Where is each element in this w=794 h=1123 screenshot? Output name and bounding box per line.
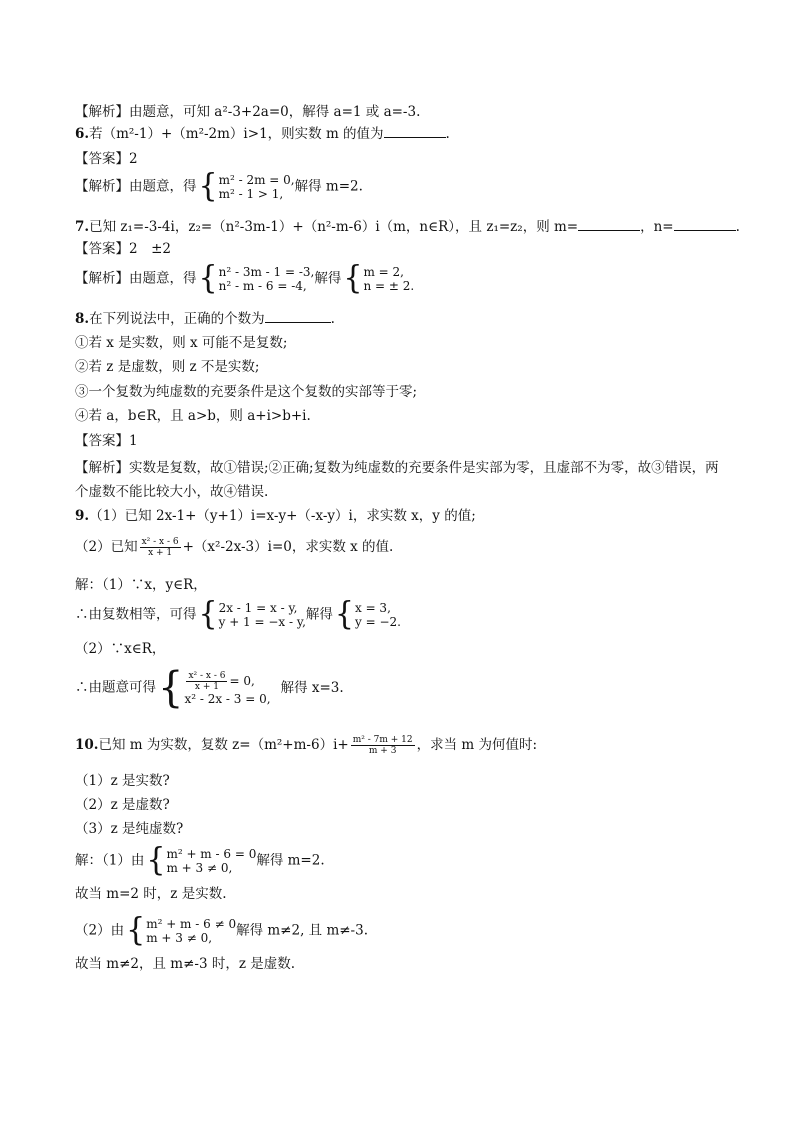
equation-system: { n² - 3m - 1 = -3, n² - m - 6 = -4, [198, 260, 315, 297]
solution-10-step-3 [75, 912, 368, 949]
answer-blank [384, 125, 446, 138]
statement-4: ④若 a，b∈R，且 a>b，则 a+i>b+i. [75, 408, 311, 424]
question-number: 6. [75, 126, 90, 142]
analysis-prefix: 【解析】由题意，得 [75, 270, 197, 287]
solution-10-step-4: 故当 m≠2，且 m≠-3 时，z 是虚数. [75, 956, 296, 972]
question-number: 7. [75, 219, 90, 235]
solution-prefix: 解：（1）由 [75, 852, 145, 869]
question-text-mid: ，n= [640, 219, 674, 235]
question-9-part-1 [75, 507, 476, 525]
analysis-7 [75, 260, 415, 297]
denominator: x + 1 [194, 681, 219, 692]
question-text: （1）已知 2x-1+（y+1）i=x-y+（-x-y）i，求实数 x，y 的值; [89, 508, 476, 524]
system-row: m + 3 ≠ 0, [166, 861, 233, 875]
answer-blank [674, 218, 736, 231]
system-row: m² - 2m = 0, [218, 173, 295, 187]
equation-system: { 2x - 1 = x - y, y + 1 = −x - y, [198, 596, 306, 633]
answer-blank [578, 218, 640, 231]
solution-9-step-3: （2）∵x∈R， [75, 641, 166, 657]
question-10 [75, 735, 537, 756]
analysis-8: 【解析】实数是复数，故①错误;②正确;复数为纯虚数的充要条件是实部为零，且虚部不为零，故③错误，两个虚数不能比较大小，故④错误. [75, 460, 719, 500]
analysis-6 [75, 168, 363, 205]
statement-2: ②若 z 是虚数，则 z 不是实数; [75, 359, 260, 375]
question-10-part-3: （3）z 是纯虚数? [75, 821, 184, 837]
equation-system: { m² + m - 6 ≠ 0 m + 3 ≠ 0, [126, 912, 237, 949]
system-row: y + 1 = −x - y, [218, 615, 306, 629]
system-row: n = ± 2. [363, 279, 415, 293]
denominator: m + 3 [368, 746, 397, 756]
solution-9-step-2 [75, 596, 401, 633]
solution-result: 解得 m≠2, 且 m≠-3. [236, 922, 368, 939]
system-row: y = −2. [354, 615, 401, 629]
question-10-part-1: （1）z 是实数? [75, 773, 170, 789]
solution-9-step-4 [75, 663, 344, 713]
solution-prefix: ∴由复数相等，可得 [75, 606, 197, 623]
question-number: 10. [75, 737, 99, 753]
solution-prefix: ∴由题意可得 [75, 679, 156, 696]
fraction [351, 735, 415, 756]
question-text: +（x²-2x-3）i=0，求实数 x 的值. [182, 539, 394, 555]
answer-6: 【答案】2 [75, 151, 138, 167]
analysis-line-q5: 【解析】由题意，可知 a²-3+2a=0，解得 a=1 或 a=-3. [75, 104, 421, 120]
fraction [186, 671, 227, 692]
statement-3: ③一个复数为纯虚数的充要条件是这个复数的实部等于零; [75, 384, 418, 400]
question-6: 6.若（m²-1）+（m²-2m）i>1，则实数 m 的值为 . [75, 126, 450, 142]
system-row: m² - 1 > 1, [218, 187, 284, 201]
system-row: m = 2, [363, 265, 404, 279]
solution-result: 解得 m=2. [256, 852, 325, 869]
numerator: x² - x - 6 [141, 537, 179, 547]
denominator: x + 1 [148, 548, 173, 558]
question-10-part-2: （2）z 是虚数? [75, 797, 170, 813]
system-row [184, 671, 270, 692]
system-row: 2x - 1 = x - y, [218, 601, 298, 615]
system-row: x = 3, [354, 601, 391, 615]
system-row: m² + m - 6 = 0 [166, 847, 257, 861]
solution-system: { m = 2, n = ± 2. [343, 260, 415, 297]
solution-10-step-1 [75, 842, 325, 879]
system-row: x² - 2x - 3 = 0, [184, 691, 271, 706]
equation-system: { m² - 2m = 0, m² - 1 > 1, [198, 168, 295, 205]
question-text: ，求当 m 为何值时: [416, 737, 538, 753]
answer-7: 【答案】2 ±2 [75, 241, 171, 257]
solution-10-step-2: 故当 m=2 时，z 是实数. [75, 886, 227, 902]
equation-system: { $\frac{\text{x² - x - 6}}{x + 1}$ = 0, x² - 2x - 3 = 0, [158, 663, 271, 713]
answer-blank [265, 310, 331, 323]
analysis-result: 解得 m=2. [294, 178, 363, 195]
system-row: n² - 3m - 1 = -3, [218, 265, 315, 279]
system-row: m² + m - 6 ≠ 0 [146, 917, 237, 931]
solution-system: { x = 3, y = −2. [334, 596, 401, 633]
solution-prefix: （2）由 [75, 922, 125, 939]
solution-mid: 解得 [305, 606, 333, 623]
question-text: 已知 z₁=-3-4i，z₂=（n²-3m-1）+（n²-m-6）i（m，n∈R），且 z₁=z₂，则 m= [89, 219, 579, 235]
row-tail: = 0, [229, 673, 255, 688]
question-7: 7.已知 z₁=-3-4i，z₂=（n²-3m-1）+（n²-m-6）i（m，n∈R），且 z₁=z₂，则 m= ，n= . [75, 219, 740, 235]
solution-9-step-1: 解：（1）∵x，y∈R， [75, 577, 207, 593]
analysis-prefix: 【解析】由题意，得 [75, 178, 197, 195]
system-row: m + 3 ≠ 0, [146, 931, 213, 945]
question-text: 已知 m 为实数，复数 z=（m²+m-6）i+ [98, 737, 349, 753]
numerator: x² - x - 6 [188, 670, 226, 681]
equation-system: { m² + m - 6 = 0 m + 3 ≠ 0, [146, 842, 257, 879]
question-text: 若（m²-1）+（m²-2m）i>1，则实数 m 的值为 [89, 126, 384, 142]
analysis-mid: 解得 [314, 270, 342, 287]
question-9-part-2 [75, 537, 393, 558]
question-prefix: （2）已知 [75, 539, 138, 555]
question-number: 9. [75, 508, 90, 524]
fraction [140, 537, 181, 558]
question-8: 8.在下列说法中，正确的个数为 . [75, 311, 335, 327]
question-number: 8. [75, 311, 90, 327]
system-row: n² - m - 6 = -4, [218, 279, 307, 293]
solution-result: 解得 x=3. [280, 679, 344, 696]
answer-8: 【答案】1 [75, 433, 138, 449]
statement-1: ①若 x 是实数，则 x 可能不是复数; [75, 335, 288, 351]
numerator: m² - 7m + 12 [352, 735, 413, 745]
question-text: 在下列说法中，正确的个数为 [89, 311, 265, 327]
